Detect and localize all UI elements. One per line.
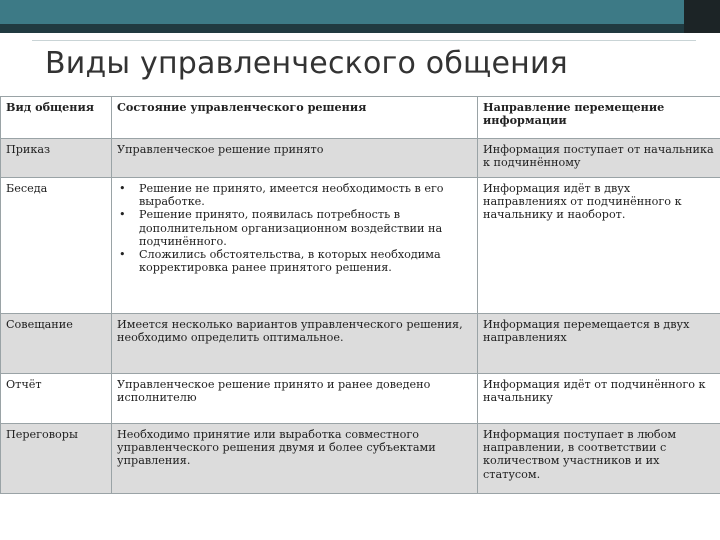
header-cell-state: Состояние управленческого решения bbox=[112, 97, 478, 139]
table-row bbox=[1, 139, 720, 178]
bullet-icon: • bbox=[119, 182, 126, 195]
top-accent-bar bbox=[0, 0, 720, 24]
cell-state: Имеется несколько вариантов управленческого решения, необходимо определить оптимальное. bbox=[112, 314, 478, 374]
table-row bbox=[1, 424, 720, 494]
table-header-row bbox=[1, 97, 720, 139]
cell-type: Беседа bbox=[1, 178, 112, 314]
table-row bbox=[1, 178, 720, 314]
cell-direction: Информация поступает в любом направлении, в соответствии с количеством участников и их статусом. bbox=[478, 424, 720, 494]
bullet-icon: • bbox=[119, 248, 126, 262]
communication-types-table bbox=[0, 96, 720, 494]
state-bullet-list bbox=[117, 182, 473, 274]
top-accent-bar-dark bbox=[0, 24, 720, 33]
cell-state: Управленческое решение принято bbox=[112, 139, 478, 178]
bullet-icon: • bbox=[119, 208, 126, 222]
cell-direction: Информация идёт от подчинённого к начальнику bbox=[478, 374, 720, 424]
header-cell-direction: Направление перемещение информации bbox=[478, 97, 720, 139]
table-row bbox=[1, 314, 720, 374]
cell-type: Приказ bbox=[1, 139, 112, 178]
slide-title: Виды управленческого общения bbox=[45, 46, 568, 81]
cell-type: Переговоры bbox=[1, 424, 112, 494]
cell-direction: Информация поступает от начальника к подчинённому bbox=[478, 139, 720, 178]
cell-direction: Информация перемещается в двух направлениях bbox=[478, 314, 720, 374]
table-row bbox=[1, 374, 720, 424]
header-cell-type: Вид общения bbox=[1, 97, 112, 139]
cell-state: Необходимо принятие или выработка совместного управленческого решения двумя и более субъектами управления. bbox=[112, 424, 478, 494]
cell-direction: Информация идёт в двух направлениях от подчинённого к начальнику и наоборот. bbox=[478, 178, 720, 314]
title-divider bbox=[32, 40, 696, 41]
cell-state bbox=[112, 178, 478, 314]
cell-type: Совещание bbox=[1, 314, 112, 374]
list-item bbox=[119, 182, 473, 209]
cell-type: Отчёт bbox=[1, 374, 112, 424]
list-item bbox=[119, 248, 473, 275]
top-corner-block bbox=[684, 0, 720, 33]
cell-state: Управленческое решение принято и ранее доведено исполнителю bbox=[112, 374, 478, 424]
list-item bbox=[119, 208, 473, 248]
list-item-text: Решение принято, появилась потребность в дополнительном организационном воздействии на подчинённого. bbox=[139, 208, 443, 248]
list-item-text: Сложились обстоятельства, в которых необходима корректировка ранее принятого решения. bbox=[139, 248, 441, 275]
list-item-text: Решение не принято, имеется необходимость в его выработке. bbox=[139, 182, 444, 209]
